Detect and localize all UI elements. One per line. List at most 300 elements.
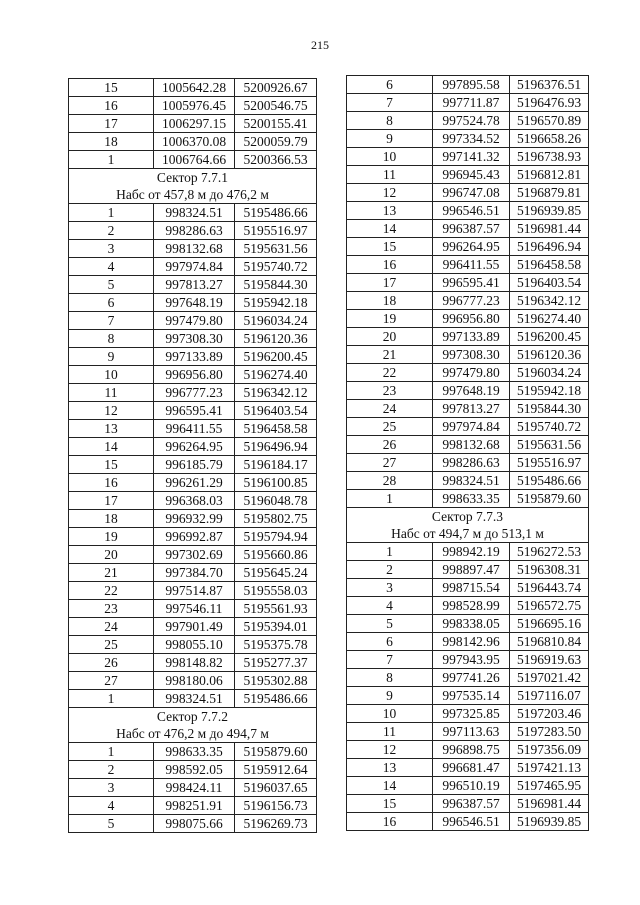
table-row [69,366,317,384]
point-number-cell: 13 [347,202,433,220]
y-coordinate-cell: 5196458.58 [235,420,317,438]
y-coordinate-cell: 5196156.73 [235,797,317,815]
table-row [347,310,589,328]
y-coordinate-cell: 5195516.97 [235,222,317,240]
table-row [347,400,589,418]
sector-range: Набс от 457,8 м до 476,2 м [69,186,317,204]
x-coordinate-cell: 996945.43 [433,166,510,184]
y-coordinate-cell: 5200155.41 [235,115,317,133]
sector-range-row [69,186,317,204]
x-coordinate-cell: 996387.57 [433,795,510,813]
x-coordinate-cell: 997535.14 [433,687,510,705]
x-coordinate-cell: 998142.96 [433,633,510,651]
point-number-cell: 22 [347,364,433,382]
sector-range-row [69,725,317,743]
y-coordinate-cell: 5196981.44 [510,220,589,238]
y-coordinate-cell: 5196476.93 [510,94,589,112]
y-coordinate-cell: 5196342.12 [510,292,589,310]
table-row [347,76,589,94]
x-coordinate-cell: 996992.87 [154,528,235,546]
y-coordinate-cell: 5196496.94 [510,238,589,256]
table-row [69,384,317,402]
table-row [347,579,589,597]
point-number-cell: 5 [69,276,154,294]
point-number-cell: 9 [69,348,154,366]
x-coordinate-cell: 996546.51 [433,202,510,220]
point-number-cell: 13 [69,420,154,438]
point-number-cell: 16 [69,474,154,492]
y-coordinate-cell: 5196403.54 [235,402,317,420]
y-coordinate-cell: 5195660.86 [235,546,317,564]
table-row [69,618,317,636]
y-coordinate-cell: 5195277.37 [235,654,317,672]
table-row [69,600,317,618]
point-number-cell: 1 [69,204,154,222]
x-coordinate-cell: 998592.05 [154,761,235,779]
x-coordinate-cell: 996411.55 [154,420,235,438]
table-row [347,256,589,274]
point-number-cell: 18 [69,510,154,528]
table-row [69,456,317,474]
table-row [69,528,317,546]
sector-title: Сектор 7.7.3 [347,508,589,526]
x-coordinate-cell: 996264.95 [433,238,510,256]
y-coordinate-cell: 5200546.75 [235,97,317,115]
point-number-cell: 15 [69,79,154,97]
coordinates-table-body [347,76,589,831]
x-coordinate-cell: 997514.87 [154,582,235,600]
table-row [69,348,317,366]
y-coordinate-cell: 5196200.45 [235,348,317,366]
x-coordinate-cell: 997308.30 [433,346,510,364]
point-number-cell: 5 [347,615,433,633]
table-row [347,795,589,813]
table-row [347,382,589,400]
y-coordinate-cell: 5197356.09 [510,741,589,759]
point-number-cell: 17 [347,274,433,292]
x-coordinate-cell: 1005976.45 [154,97,235,115]
y-coordinate-cell: 5196100.85 [235,474,317,492]
point-number-cell: 2 [69,761,154,779]
sector-range-row [347,525,589,543]
table-row [69,312,317,330]
point-number-cell: 2 [347,561,433,579]
y-coordinate-cell: 5195942.18 [235,294,317,312]
x-coordinate-cell: 997813.27 [433,400,510,418]
x-coordinate-cell: 996368.03 [154,492,235,510]
y-coordinate-cell: 5195631.56 [235,240,317,258]
sector-title: Сектор 7.7.2 [69,708,317,726]
table-row [347,777,589,795]
x-coordinate-cell: 997524.78 [433,112,510,130]
table-row [347,759,589,777]
sector-title: Сектор 7.7.1 [69,169,317,187]
y-coordinate-cell: 5196879.81 [510,184,589,202]
point-number-cell: 6 [347,76,433,94]
x-coordinate-cell: 997974.84 [433,418,510,436]
point-number-cell: 21 [347,346,433,364]
table-row [347,669,589,687]
y-coordinate-cell: 5197283.50 [510,723,589,741]
y-coordinate-cell: 5196037.65 [235,779,317,797]
table-row [69,510,317,528]
point-number-cell: 1 [69,743,154,761]
x-coordinate-cell: 996261.29 [154,474,235,492]
y-coordinate-cell: 5196658.26 [510,130,589,148]
y-coordinate-cell: 5195740.72 [235,258,317,276]
x-coordinate-cell: 996546.51 [433,813,510,831]
table-row [69,420,317,438]
table-row [347,346,589,364]
y-coordinate-cell: 5195375.78 [235,636,317,654]
point-number-cell: 1 [347,490,433,508]
table-row [69,743,317,761]
x-coordinate-cell: 998942.19 [433,543,510,561]
point-number-cell: 26 [69,654,154,672]
table-row [347,472,589,490]
x-coordinate-cell: 1006297.15 [154,115,235,133]
point-number-cell: 14 [347,777,433,795]
point-number-cell: 4 [69,797,154,815]
x-coordinate-cell: 997901.49 [154,618,235,636]
y-coordinate-cell: 5200366.53 [235,151,317,169]
point-number-cell: 3 [69,240,154,258]
sector-title-row [69,708,317,726]
y-coordinate-cell: 5200059.79 [235,133,317,151]
coordinates-table-right [346,75,589,831]
point-number-cell: 1 [69,151,154,169]
point-number-cell: 8 [347,112,433,130]
y-coordinate-cell: 5196034.24 [510,364,589,382]
sector-range: Набс от 476,2 м до 494,7 м [69,725,317,743]
y-coordinate-cell: 5196308.31 [510,561,589,579]
point-number-cell: 4 [347,597,433,615]
point-number-cell: 28 [347,472,433,490]
y-coordinate-cell: 5196738.93 [510,148,589,166]
y-coordinate-cell: 5195516.97 [510,454,589,472]
x-coordinate-cell: 996898.75 [433,741,510,759]
table-row [347,705,589,723]
point-number-cell: 6 [69,294,154,312]
x-coordinate-cell: 997813.27 [154,276,235,294]
point-number-cell: 14 [69,438,154,456]
x-coordinate-cell: 997133.89 [154,348,235,366]
x-coordinate-cell: 1006370.08 [154,133,235,151]
point-number-cell: 3 [69,779,154,797]
x-coordinate-cell: 996747.08 [433,184,510,202]
x-coordinate-cell: 998180.06 [154,672,235,690]
y-coordinate-cell: 5196939.85 [510,813,589,831]
table-row [347,220,589,238]
y-coordinate-cell: 5195879.60 [510,490,589,508]
point-number-cell: 13 [347,759,433,777]
point-number-cell: 26 [347,436,433,454]
table-row [69,240,317,258]
point-number-cell: 7 [347,94,433,112]
y-coordinate-cell: 5195631.56 [510,436,589,454]
table-row [69,761,317,779]
x-coordinate-cell: 996932.99 [154,510,235,528]
table-row [347,184,589,202]
y-coordinate-cell: 5196376.51 [510,76,589,94]
y-coordinate-cell: 5196342.12 [235,384,317,402]
y-coordinate-cell: 5195558.03 [235,582,317,600]
x-coordinate-cell: 997648.19 [154,294,235,312]
x-coordinate-cell: 996777.23 [154,384,235,402]
table-row [347,238,589,256]
x-coordinate-cell: 998132.68 [154,240,235,258]
x-coordinate-cell: 997302.69 [154,546,235,564]
x-coordinate-cell: 997325.85 [433,705,510,723]
x-coordinate-cell: 996595.41 [433,274,510,292]
table-row [69,492,317,510]
y-coordinate-cell: 5197465.95 [510,777,589,795]
point-number-cell: 12 [347,184,433,202]
table-row [347,687,589,705]
table-row [69,330,317,348]
point-number-cell: 11 [347,723,433,741]
table-row [69,276,317,294]
point-number-cell: 16 [69,97,154,115]
y-coordinate-cell: 5196120.36 [510,346,589,364]
x-coordinate-cell: 998324.51 [154,204,235,222]
point-number-cell: 8 [347,669,433,687]
x-coordinate-cell: 996777.23 [433,292,510,310]
table-row [69,654,317,672]
table-row [347,112,589,130]
y-coordinate-cell: 5195844.30 [510,400,589,418]
y-coordinate-cell: 5197203.46 [510,705,589,723]
table-row [69,151,317,169]
point-number-cell: 15 [347,795,433,813]
y-coordinate-cell: 5196269.73 [235,815,317,833]
point-number-cell: 1 [347,543,433,561]
table-row [347,166,589,184]
point-number-cell: 2 [69,222,154,240]
table-row [69,672,317,690]
point-number-cell: 24 [347,400,433,418]
x-coordinate-cell: 997113.63 [433,723,510,741]
point-number-cell: 20 [69,546,154,564]
point-number-cell: 3 [347,579,433,597]
point-number-cell: 7 [347,651,433,669]
x-coordinate-cell: 996387.57 [433,220,510,238]
y-coordinate-cell: 5196272.53 [510,543,589,561]
point-number-cell: 27 [69,672,154,690]
point-number-cell: 10 [347,148,433,166]
point-number-cell: 9 [347,130,433,148]
x-coordinate-cell: 998324.51 [433,472,510,490]
point-number-cell: 18 [347,292,433,310]
point-number-cell: 19 [347,310,433,328]
table-row [69,222,317,240]
y-coordinate-cell: 5196274.40 [235,366,317,384]
table-row [69,79,317,97]
x-coordinate-cell: 996264.95 [154,438,235,456]
table-row [347,94,589,112]
x-coordinate-cell: 998148.82 [154,654,235,672]
x-coordinate-cell: 998286.63 [433,454,510,472]
point-number-cell: 17 [69,115,154,133]
point-number-cell: 1 [69,690,154,708]
table-row [69,546,317,564]
x-coordinate-cell: 996185.79 [154,456,235,474]
y-coordinate-cell: 5196458.58 [510,256,589,274]
x-coordinate-cell: 996956.80 [433,310,510,328]
point-number-cell: 24 [69,618,154,636]
sector-title-row [69,169,317,187]
table-row [69,690,317,708]
x-coordinate-cell: 997943.95 [433,651,510,669]
y-coordinate-cell: 5200926.67 [235,79,317,97]
table-row [347,615,589,633]
table-row [347,328,589,346]
point-number-cell: 25 [69,636,154,654]
table-row [69,636,317,654]
y-coordinate-cell: 5197021.42 [510,669,589,687]
sector-range: Набс от 494,7 м до 513,1 м [347,525,589,543]
x-coordinate-cell: 998055.10 [154,636,235,654]
y-coordinate-cell: 5197116.07 [510,687,589,705]
y-coordinate-cell: 5196496.94 [235,438,317,456]
table-row [347,202,589,220]
x-coordinate-cell: 996411.55 [433,256,510,274]
point-number-cell: 8 [69,330,154,348]
y-coordinate-cell: 5195645.24 [235,564,317,582]
table-row [347,130,589,148]
point-number-cell: 16 [347,813,433,831]
table-row [347,418,589,436]
table-row [347,813,589,831]
y-coordinate-cell: 5196120.36 [235,330,317,348]
y-coordinate-cell: 5196200.45 [510,328,589,346]
table-row [347,543,589,561]
x-coordinate-cell: 996681.47 [433,759,510,777]
y-coordinate-cell: 5196939.85 [510,202,589,220]
x-coordinate-cell: 998715.54 [433,579,510,597]
x-coordinate-cell: 997133.89 [433,328,510,346]
x-coordinate-cell: 997974.84 [154,258,235,276]
x-coordinate-cell: 997741.26 [433,669,510,687]
x-coordinate-cell: 996510.19 [433,777,510,795]
point-number-cell: 4 [69,258,154,276]
table-row [69,474,317,492]
point-number-cell: 16 [347,256,433,274]
y-coordinate-cell: 5195802.75 [235,510,317,528]
table-row [69,97,317,115]
point-number-cell: 5 [69,815,154,833]
coordinates-table-left [68,78,317,833]
y-coordinate-cell: 5195794.94 [235,528,317,546]
y-coordinate-cell: 5195394.01 [235,618,317,636]
x-coordinate-cell: 997479.80 [154,312,235,330]
y-coordinate-cell: 5196443.74 [510,579,589,597]
table-row [347,292,589,310]
point-number-cell: 22 [69,582,154,600]
y-coordinate-cell: 5196403.54 [510,274,589,292]
point-number-cell: 25 [347,418,433,436]
point-number-cell: 17 [69,492,154,510]
table-row [69,438,317,456]
y-coordinate-cell: 5195486.66 [235,204,317,222]
point-number-cell: 10 [69,366,154,384]
table-row [69,258,317,276]
y-coordinate-cell: 5195912.64 [235,761,317,779]
table-row [347,274,589,292]
y-coordinate-cell: 5195740.72 [510,418,589,436]
page-number: 215 [311,38,329,52]
point-number-cell: 15 [69,456,154,474]
y-coordinate-cell: 5196981.44 [510,795,589,813]
table-row [347,651,589,669]
point-number-cell: 10 [347,705,433,723]
x-coordinate-cell: 997334.52 [433,130,510,148]
x-coordinate-cell: 997546.11 [154,600,235,618]
x-coordinate-cell: 996956.80 [154,366,235,384]
table-row [69,133,317,151]
point-number-cell: 23 [69,600,154,618]
y-coordinate-cell: 5196812.81 [510,166,589,184]
x-coordinate-cell: 997895.58 [433,76,510,94]
y-coordinate-cell: 5196695.16 [510,615,589,633]
table-row [69,204,317,222]
table-row [347,723,589,741]
point-number-cell: 15 [347,238,433,256]
x-coordinate-cell: 1005642.28 [154,79,235,97]
y-coordinate-cell: 5196572.75 [510,597,589,615]
x-coordinate-cell: 998324.51 [154,690,235,708]
y-coordinate-cell: 5195302.88 [235,672,317,690]
coordinates-table-body [69,79,317,833]
x-coordinate-cell: 998251.91 [154,797,235,815]
x-coordinate-cell: 996595.41 [154,402,235,420]
point-number-cell: 18 [69,133,154,151]
y-coordinate-cell: 5196570.89 [510,112,589,130]
y-coordinate-cell: 5195844.30 [235,276,317,294]
x-coordinate-cell: 998286.63 [154,222,235,240]
table-row [69,815,317,833]
x-coordinate-cell: 998338.05 [433,615,510,633]
point-number-cell: 21 [69,564,154,582]
point-number-cell: 19 [69,528,154,546]
x-coordinate-cell: 998528.99 [433,597,510,615]
point-number-cell: 12 [347,741,433,759]
sector-title-row [347,508,589,526]
point-number-cell: 11 [69,384,154,402]
y-coordinate-cell: 5196274.40 [510,310,589,328]
x-coordinate-cell: 998075.66 [154,815,235,833]
table-row [347,490,589,508]
point-number-cell: 9 [347,687,433,705]
point-number-cell: 11 [347,166,433,184]
x-coordinate-cell: 997479.80 [433,364,510,382]
table-row [347,597,589,615]
y-coordinate-cell: 5196048.78 [235,492,317,510]
x-coordinate-cell: 998897.47 [433,561,510,579]
x-coordinate-cell: 997384.70 [154,564,235,582]
y-coordinate-cell: 5195561.93 [235,600,317,618]
table-row [347,436,589,454]
table-row [69,582,317,600]
table-row [347,454,589,472]
point-number-cell: 14 [347,220,433,238]
table-row [69,294,317,312]
y-coordinate-cell: 5195942.18 [510,382,589,400]
x-coordinate-cell: 998633.35 [433,490,510,508]
y-coordinate-cell: 5195486.66 [510,472,589,490]
y-coordinate-cell: 5196919.63 [510,651,589,669]
table-row [347,148,589,166]
